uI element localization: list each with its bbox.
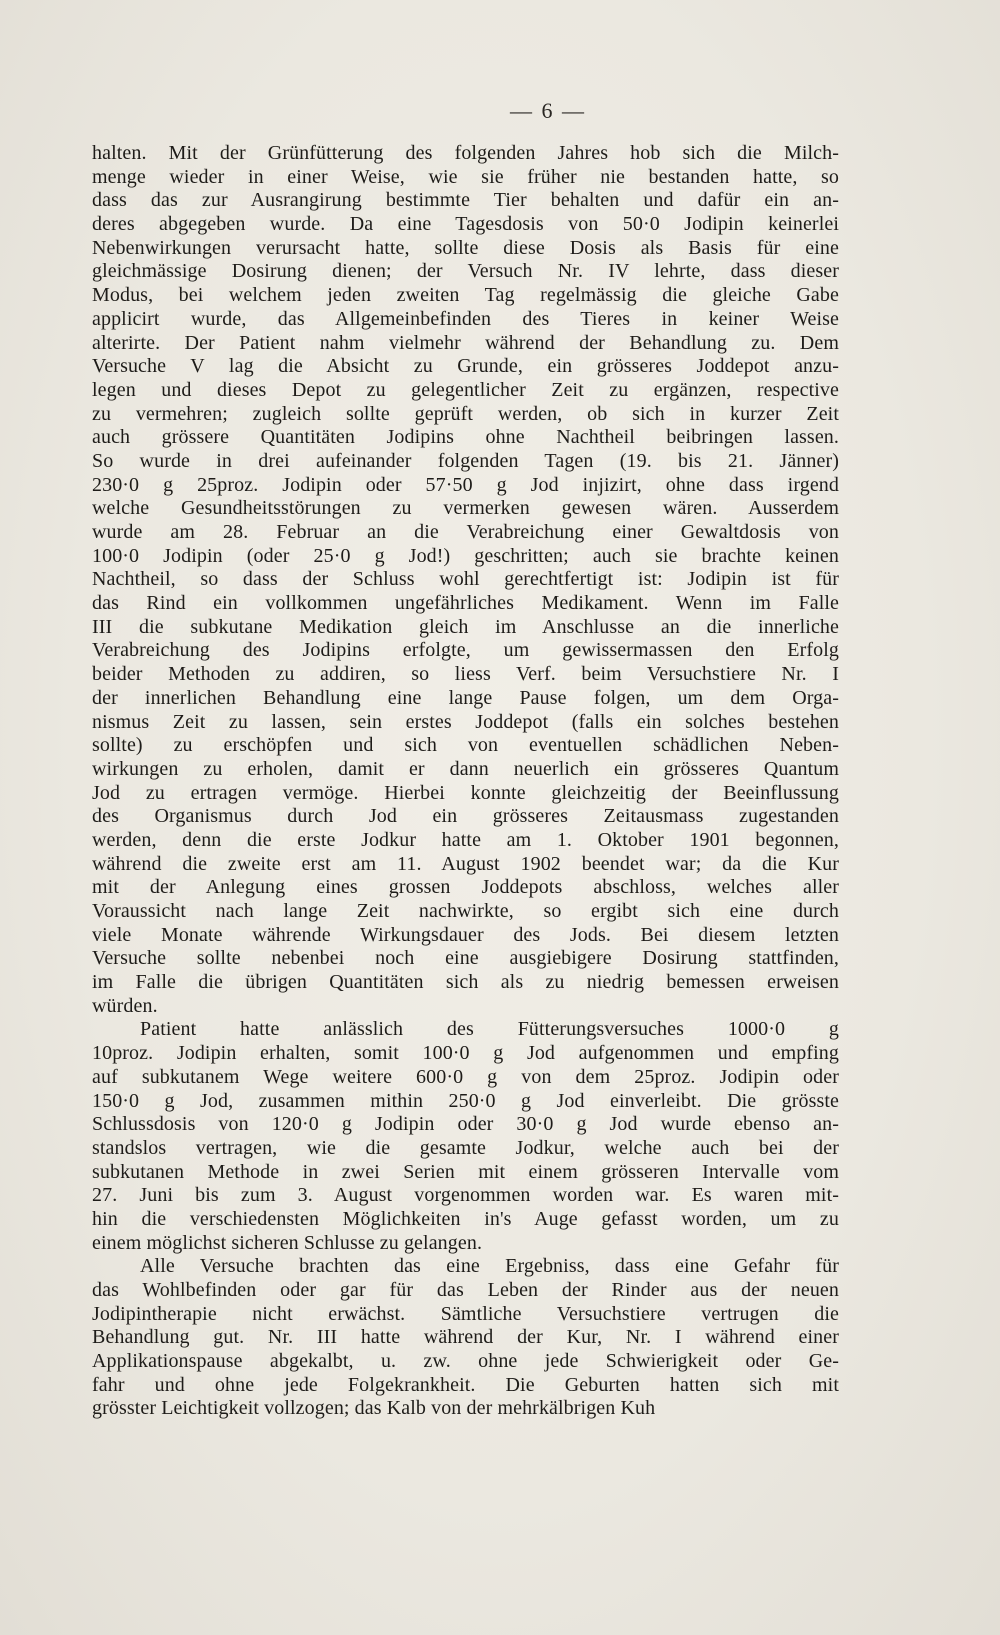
text-line: wurde am 28. Februar an die Verabreichung einer Gewaltdosis von: [92, 521, 839, 543]
text-line: zu vermehren; zugleich sollte geprüft werden, ob sich in kurzer Zeit: [92, 402, 839, 425]
page-number: — 6 —: [510, 98, 586, 123]
text-line: Modus, bei welchem jeden zweiten Tag regelmässig die gleiche Gabe: [92, 284, 839, 307]
text-line: das Wohlbefinden oder gar für das Leben der Rinder aus der neuen: [92, 1279, 839, 1301]
text-line: nismus Zeit zu lassen, sein erstes Joddepot (falls ein solches bestehen: [92, 710, 839, 733]
text-line: der innerlichen Behandlung eine lange Pause folgen, um dem Orga-: [92, 686, 839, 709]
text-line: So wurde in drei aufeinander folgenden Tagen (19. bis 21. Jänner): [92, 449, 839, 472]
paragraph: [92, 1018, 839, 1255]
text-line: Applikationspause abgekalbt, u. zw. ohne jede Schwierigkeit oder Ge-: [92, 1350, 839, 1373]
text-line: 150·0 g Jod, zusammen mithin 250·0 g Jod einverleibt. Die grösste: [92, 1089, 839, 1112]
text-line: während die zweite erst am 11. August 1902 beendet war; da die Kur: [92, 852, 839, 875]
text-line: sollte) zu erschöpfen und sich von eventuellen schädlichen Neben-: [92, 734, 839, 757]
text-line: im Falle die übrigen Quantitäten sich als zu niedrig bemessen erweisen: [92, 971, 839, 994]
text-line: Nachtheil, so dass der Schluss wohl gerechtfertigt ist: Jodipin ist für: [92, 568, 839, 591]
text-line: Versuche V lag die Absicht zu Grunde, ein grösseres Joddepot anzu-: [92, 355, 839, 378]
text-line: menge wieder in einer Weise, wie sie früher nie bestanden hatte, so: [92, 165, 839, 188]
text-line: Verabreichung des Jodipins erfolgte, um gewissermassen den Erfolg: [92, 639, 839, 662]
text-line: fahr und ohne jede Folgekrankheit. Die Geburten hatten sich mit: [92, 1373, 839, 1396]
body-text: [92, 142, 839, 1421]
text-line: Nebenwirkungen verursacht hatte, sollte diese Dosis als Basis für eine: [92, 236, 839, 259]
text-line: werden, denn die erste Jodkur hatte am 1. Oktober 1901 begonnen,: [92, 828, 839, 851]
text-line: wirkungen zu erholen, damit er dann neuerlich ein grösseres Quantum: [92, 757, 839, 780]
text-line: dass das zur Ausrangirung bestimmte Tier behalten und dafür ein an-: [92, 189, 839, 212]
text-line: applicirt wurde, das Allgemeinbefinden des Tieres in keiner Weise: [92, 307, 839, 330]
text-line: subkutanen Methode in zwei Serien mit einem grösseren Intervalle vom: [92, 1160, 839, 1183]
text-line: Jodipintherapie nicht erwächst. Sämtliche Versuchstiere vertrugen die: [92, 1302, 839, 1325]
text-line: auch grössere Quantitäten Jodipins ohne Nachtheil beibringen lassen.: [92, 426, 839, 449]
text-line: auf subkutanem Wege weitere 600·0 g von dem 25proz. Jodipin oder: [92, 1065, 839, 1088]
text-line: Jod zu ertragen vermöge. Hierbei konnte gleichzeitig der Beeinflussung: [92, 781, 839, 804]
text-line: 100·0 Jodipin (oder 25·0 g Jod!) geschritten; auch sie brachte keinen: [92, 544, 839, 567]
text-line: alterirte. Der Patient nahm vielmehr während der Behandlung zu. Dem: [92, 331, 839, 354]
text-line: mit der Anlegung eines grossen Joddepots abschloss, welches aller: [92, 876, 839, 899]
text-line: gleichmässige Dosirung dienen; der Versuch Nr. IV lehrte, dass dieser: [92, 260, 839, 283]
text-line: viele Monate währende Wirkungsdauer des Jods. Bei diesem letzten: [92, 923, 839, 946]
text-line: beider Methoden zu addiren, so liess Verf. beim Versuchstiere Nr. I: [92, 663, 839, 686]
paragraph: [92, 142, 839, 1018]
text-line: halten. Mit der Grünfütterung des folgenden Jahres hob sich die Milch-: [92, 142, 839, 164]
text-line: Patient hatte anlässlich des Fütterungsversuches 1000·0 g: [140, 1018, 839, 1041]
text-line: Versuche sollte nebenbei noch eine ausgiebigere Dosirung stattfinden,: [92, 947, 839, 970]
text-line: III die subkutane Medikation gleich im Anschlusse an die innerliche: [92, 615, 839, 638]
text-line: welche Gesundheitsstörungen zu vermerken gewesen wären. Ausserdem: [92, 497, 839, 520]
text-line: grösster Leichtigkeit vollzogen; das Kalb von der mehrkälbrigen Kuh: [92, 1397, 656, 1420]
text-line: deres abgegeben wurde. Da eine Tagesdosis von 50·0 Jodipin keinerlei: [92, 213, 839, 236]
text-line: einem möglichst sicheren Schlusse zu gelangen.: [92, 1231, 483, 1254]
text-line: 27. Juni bis zum 3. August vorgenommen worden war. Es waren mit-: [92, 1184, 839, 1207]
text-line: 230·0 g 25proz. Jodipin oder 57·50 g Jod injizirt, ohne dass irgend: [92, 473, 839, 496]
text-line: legen und dieses Depot zu gelegentlicher Zeit zu ergänzen, respective: [92, 378, 839, 401]
text-line: Behandlung gut. Nr. III hatte während der Kur, Nr. I während einer: [92, 1326, 839, 1349]
text-line: würden.: [92, 994, 158, 1017]
text-line: hin die verschiedensten Möglichkeiten in's Auge gefasst worden, um zu: [92, 1207, 839, 1230]
paragraph: [92, 1255, 839, 1421]
text-line: Alle Versuche brachten das eine Ergebniss, dass eine Gefahr für: [140, 1255, 839, 1278]
text-line: Schlussdosis von 120·0 g Jodipin oder 30·0 g Jod wurde ebenso an-: [92, 1113, 839, 1136]
text-line: des Organismus durch Jod ein grösseres Zeitausmass zugestanden: [92, 805, 839, 828]
text-line: das Rind ein vollkommen ungefährliches Medikament. Wenn im Falle: [92, 592, 839, 615]
text-line: 10proz. Jodipin erhalten, somit 100·0 g Jod aufgenommen und empfing: [92, 1042, 839, 1065]
text-line: standslos vertragen, wie die gesamte Jodkur, welche auch bei der: [92, 1136, 839, 1159]
text-line: Voraussicht nach lange Zeit nachwirkte, so ergibt sich eine durch: [92, 900, 839, 922]
